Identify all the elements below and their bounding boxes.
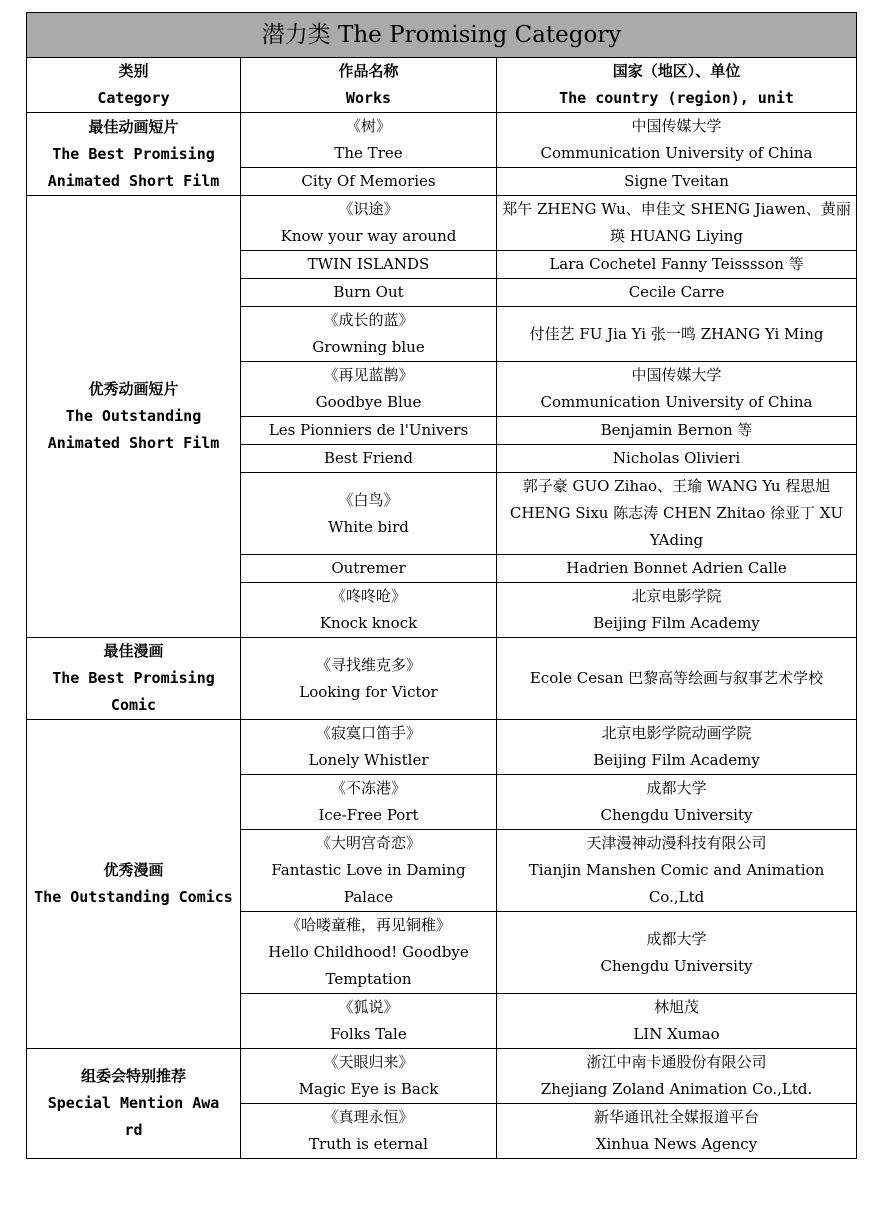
work-title: Palace [343, 888, 394, 906]
category-cat-en2: rd [124, 1121, 143, 1139]
unit-name: 瑛 HUANG Liying [610, 227, 744, 245]
category-cat-zh: 最佳漫画 [103, 642, 164, 660]
unit-name: Tianjin Manshen Comic and Animation [528, 861, 825, 879]
unit-name: 付佳艺 FU Jia Yi 张一鸣 ZHANG Yi Ming [529, 324, 824, 343]
header-category [27, 58, 241, 113]
work-cell [241, 775, 497, 830]
unit-cell [497, 473, 857, 555]
unit-name: 成都大学 [646, 929, 707, 948]
work-title: 《哈喽童稚，再见铜稚》 [285, 916, 451, 934]
header-unit-zh: 国家（地区）、单位 [612, 62, 741, 80]
unit-name: Benjamin Bernon 等 [600, 421, 753, 439]
unit-name: 北京电影学院 [631, 587, 722, 605]
unit-name: 中国传媒大学 [631, 366, 722, 384]
unit-name: Ecole Cesan 巴黎高等绘画与叙事艺术学校 [529, 669, 824, 687]
unit-name: 中国传媒大学 [631, 117, 722, 135]
work-cell [241, 113, 497, 168]
unit-name: 天津漫神动漫科技有限公司 [586, 834, 767, 852]
category-cat-en1: The Best Promising [52, 669, 215, 687]
unit-cell [497, 362, 857, 417]
category-cat-zh: 优秀动画短片 [88, 380, 179, 398]
work-cell [241, 279, 497, 307]
category-cat-en2: Animated Short Film [47, 434, 220, 452]
unit-name: Beijing Film Academy [593, 751, 760, 769]
work-title: Hello Childhood! Goodbye [268, 943, 469, 961]
unit-cell [497, 912, 857, 994]
unit-cell [497, 775, 857, 830]
category-cat-en2: Animated Short Film [47, 171, 220, 190]
table-row [27, 638, 857, 720]
unit-cell [497, 251, 857, 279]
work-title: 《识途》 [338, 200, 399, 218]
unit-name: Beijing Film Academy [593, 614, 760, 632]
work-cell [241, 720, 497, 775]
work-title: 《寂寞口笛手》 [315, 724, 421, 742]
work-title: 《寻找维克多》 [315, 655, 421, 674]
work-cell [241, 555, 497, 583]
table-row [27, 113, 857, 168]
header-category-zh: 类别 [118, 62, 149, 80]
category-cat-en2: Comic [110, 696, 157, 714]
work-title: Fantastic Love in Daming [271, 861, 466, 879]
work-cell [241, 417, 497, 445]
work-cell [241, 1049, 497, 1104]
header-works [241, 58, 497, 113]
work-cell [241, 994, 497, 1049]
work-cell [241, 1104, 497, 1159]
work-title: Knock knock [319, 614, 418, 632]
table-row [27, 196, 857, 251]
work-title: 《天眼归来》 [323, 1053, 414, 1071]
unit-cell [497, 113, 857, 168]
work-cell [241, 362, 497, 417]
work-title: White bird [328, 517, 409, 536]
unit-name: 新华通讯社全媒报道平台 [594, 1108, 760, 1126]
category-cat-zh: 组委会特别推荐 [80, 1067, 186, 1085]
work-title: The Tree [334, 144, 403, 162]
work-title: 《成长的蓝》 [323, 311, 414, 329]
work-title: Growning blue [312, 338, 425, 356]
unit-cell [497, 445, 857, 473]
work-title: City Of Memories [301, 172, 436, 190]
unit-name: 林旭茂 [654, 998, 700, 1016]
work-title: 《真理永恒》 [323, 1108, 414, 1126]
table-row [27, 720, 857, 775]
work-title: Ice-Free Port [318, 806, 419, 824]
work-title: TWIN ISLANDS [307, 255, 430, 273]
category-cell [27, 113, 241, 196]
unit-name: Lara Cochetel Fanny Teisssson 等 [549, 255, 804, 273]
unit-cell [497, 555, 857, 583]
unit-name: Communication University of China [540, 393, 813, 411]
unit-cell [497, 830, 857, 912]
work-title: Lonely Whistler [308, 751, 429, 769]
unit-name: LIN Xumao [633, 1025, 720, 1043]
header-unit-en: The country (region), unit [559, 89, 794, 107]
unit-name: Cecile Carre [628, 283, 725, 301]
category-cat-en1: The Outstanding Comics [34, 888, 233, 906]
unit-cell [497, 1104, 857, 1159]
unit-cell [497, 307, 857, 362]
category-cell [27, 1049, 241, 1159]
unit-name: Hadrien Bonnet Adrien Calle [566, 559, 787, 577]
category-cat-zh: 最佳动画短片 [88, 117, 179, 136]
work-title: Magic Eye is Back [298, 1080, 439, 1098]
work-title: Looking for Victor [299, 682, 438, 701]
category-cell [27, 638, 241, 720]
work-title: Temptation [325, 970, 412, 988]
category-cat-zh: 优秀漫画 [103, 861, 164, 879]
unit-name: 浙江中南卡通股份有限公司 [586, 1053, 767, 1071]
unit-name: 成都大学 [646, 779, 707, 797]
awards-document [26, 12, 856, 1159]
unit-name: CHENG Sixu 陈志涛 CHEN Zhitao 徐亚丁 XU [509, 504, 844, 522]
category-cat-en1: The Best Promising [52, 144, 215, 163]
unit-name: Zhejiang Zoland Animation Co.,Ltd. [540, 1080, 813, 1098]
work-title: Les Pionniers de l'Univers [268, 421, 469, 439]
unit-cell [497, 720, 857, 775]
awards-table [26, 12, 857, 1159]
unit-name: 北京电影学院动画学院 [601, 724, 752, 742]
category-cat-en1: Special Mention Awa [47, 1094, 220, 1112]
unit-cell [497, 994, 857, 1049]
work-title: 《白鸟》 [338, 490, 399, 509]
unit-name: 郑午 ZHENG Wu、申佳文 SHENG Jiawen、黄丽 [502, 200, 851, 218]
work-cell [241, 445, 497, 473]
header-works-en: Works [345, 89, 392, 107]
work-cell [241, 473, 497, 555]
work-cell [241, 168, 497, 196]
work-title: 《狐说》 [338, 998, 399, 1016]
table-title: 潜力类 The Promising Category [27, 13, 857, 58]
work-cell [241, 307, 497, 362]
work-title: Outremer [331, 559, 406, 577]
work-cell [241, 638, 497, 720]
unit-name: Signe Tveitan [624, 172, 729, 190]
work-cell [241, 912, 497, 994]
category-cat-en1: The Outstanding [65, 407, 202, 425]
header-unit [497, 58, 857, 113]
category-cell [27, 196, 241, 638]
work-title: 《再见蓝鹊》 [323, 366, 414, 384]
work-cell [241, 583, 497, 638]
work-cell [241, 251, 497, 279]
unit-cell [497, 168, 857, 196]
unit-cell [497, 638, 857, 720]
unit-cell [497, 279, 857, 307]
work-title: 《不冻港》 [330, 779, 406, 797]
work-title: Truth is eternal [309, 1135, 428, 1153]
unit-name: Co.,Ltd [648, 888, 705, 906]
table-row [27, 1049, 857, 1104]
work-title: Know your way around [280, 227, 457, 245]
header-category-en: Category [97, 89, 170, 107]
work-title: Best Friend [324, 449, 413, 467]
work-cell [241, 830, 497, 912]
unit-name: Chengdu University [600, 806, 753, 824]
work-title: Folks Tale [330, 1025, 407, 1043]
unit-cell [497, 1049, 857, 1104]
title-row [27, 13, 857, 58]
work-title: 《树》 [345, 117, 391, 135]
unit-cell [497, 196, 857, 251]
unit-cell [497, 583, 857, 638]
unit-name: Chengdu University [600, 956, 753, 975]
category-cell [27, 720, 241, 1049]
work-title: 《咚咚呛》 [330, 587, 406, 605]
work-title: Goodbye Blue [315, 393, 422, 411]
unit-name: Xinhua News Agency [595, 1135, 758, 1153]
work-title: 《大明宫奇恋》 [315, 834, 421, 852]
unit-cell [497, 417, 857, 445]
unit-name: Nicholas Olivieri [612, 449, 741, 467]
unit-name: 郭子豪 GUO Zihao、王瑜 WANG Yu 程思旭 [522, 477, 831, 495]
work-title: Burn Out [333, 283, 404, 301]
header-row [27, 58, 857, 113]
unit-name: YAding [649, 531, 704, 549]
unit-name: Communication University of China [540, 144, 813, 162]
work-cell [241, 196, 497, 251]
header-works-zh: 作品名称 [338, 62, 399, 80]
